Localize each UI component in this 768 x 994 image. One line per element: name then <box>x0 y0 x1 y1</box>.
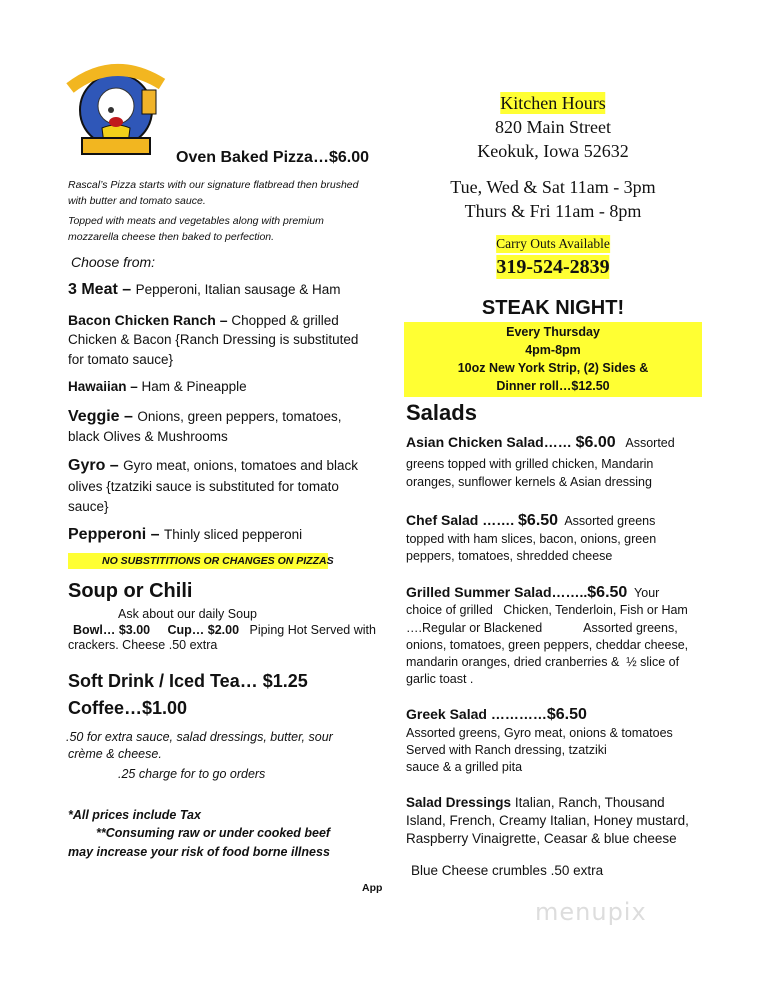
item-desc: choice of grilled Chicken, Tenderloin, Fish or Ham <box>406 603 688 617</box>
item-desc: oranges, sunflower kernels & Asian dressing <box>406 475 652 489</box>
kitchen-hours-heading: Kitchen Hours <box>500 93 606 113</box>
item-name: Pepperoni – <box>68 526 165 543</box>
app-label: App <box>362 882 383 894</box>
dressings-list: Italian, Ranch, Thousand <box>514 795 665 810</box>
pizza-desc: Topped with meats and vegetables along with premium <box>68 215 324 227</box>
item-desc: sauce} <box>68 499 109 514</box>
dressings-list: Island, French, Creamy Italian, Honey mustard, <box>406 813 689 828</box>
item-name: Hawaiian – <box>68 379 142 394</box>
item-desc: greens topped with grilled chicken, Mandarin <box>406 457 654 471</box>
item-price: $6.50 <box>587 584 628 601</box>
item-desc: Onions, green peppers, tomatoes, <box>137 409 342 424</box>
steak-line: 10oz New York Strip, (2) Sides & <box>457 361 649 375</box>
item-desc: Your <box>627 586 660 600</box>
item-desc: Chicken & Bacon {Ranch Dressing is substituted <box>68 332 359 347</box>
item-desc: peppers, tomatoes, shredded cheese <box>406 549 613 563</box>
item-price: $6.50 <box>546 706 587 723</box>
item-desc: onions, tomatoes, green peppers, cheddar cheese, <box>406 638 689 652</box>
item-name: Greek Salad ………… <box>406 706 547 722</box>
soup-title: Soup or Chili <box>68 580 193 602</box>
salad-item-grilled-summer <box>406 582 659 603</box>
item-desc: ….Regular or Blackened Assorted greens, <box>406 621 678 635</box>
item-desc: mandarin oranges, dried cranberries & ½ slice of <box>406 655 680 669</box>
address-line: Keokuk, Iowa 52632 <box>477 141 629 161</box>
pizza-item-3-meat <box>68 281 340 299</box>
coffee-price: Coffee…$1.00 <box>68 698 188 718</box>
pizza-notice: NO SUBSTITITIONS OR CHANGES ON PIZZAS <box>102 555 334 567</box>
item-desc: topped with ham slices, bacon, onions, green <box>406 532 657 546</box>
item-desc: olives {tzatziki sauce is substituted for tomato <box>68 479 339 494</box>
food-warning: **Consuming raw or under cooked beef <box>96 826 331 840</box>
item-desc: Served with Ranch dressing, tzatziki <box>406 743 607 757</box>
soup-desc: Piping Hot Served with <box>249 623 376 637</box>
item-name: Grilled Summer Salad…….. <box>406 584 588 600</box>
item-name: 3 Meat – <box>68 281 136 298</box>
item-price: $6.50 <box>518 512 559 529</box>
item-name: Gyro – <box>68 457 124 474</box>
item-desc: Gyro meat, onions, tomatoes and black <box>123 458 359 473</box>
phone-number[interactable]: 319-524-2839 <box>496 256 610 278</box>
hours-line: Tue, Wed & Sat 11am - 3pm <box>450 177 656 197</box>
choose-from-label: Choose from: <box>71 254 156 270</box>
address-line: 820 Main Street <box>495 117 611 137</box>
soup-ask: Ask about our daily Soup <box>118 607 257 621</box>
item-desc: Assorted greens <box>558 514 656 528</box>
steak-night-title: STEAK NIGHT! <box>481 297 625 319</box>
item-price: $6.00 <box>575 434 616 451</box>
pizza-item-bacon-chicken-ranch <box>68 311 339 330</box>
extras-note: crème & cheese. <box>68 747 162 761</box>
salad-item-asian-chicken <box>406 432 675 453</box>
salads-title: Salads <box>406 400 477 425</box>
item-name: Chef Salad ……. <box>406 512 519 528</box>
steak-line: Dinner roll…$12.50 <box>496 379 610 393</box>
item-desc: garlic toast . <box>406 672 474 686</box>
tax-note: *All prices include Tax <box>68 808 201 822</box>
soup-bowl-price: Bowl… $3.00 <box>73 623 151 637</box>
carry-outs: Carry Outs Available <box>496 236 610 251</box>
extras-note: .50 for extra sauce, salad dressings, butter, sour <box>66 730 333 744</box>
item-desc: Assorted greens, Gyro meat, onions & tomatoes <box>406 726 673 740</box>
pizza-desc: Rascal’s Pizza starts with our signature flatbread then brushed <box>68 179 359 191</box>
pizza-item-hawaiian <box>68 378 247 396</box>
pizza-desc: mozzarella cheese then baked to perfection. <box>68 231 275 243</box>
rascals-logo <box>64 58 168 162</box>
item-desc: sauce & a grilled pita <box>406 760 523 774</box>
pizza-item-gyro <box>68 457 358 475</box>
item-desc: Assorted <box>615 436 675 450</box>
soup-cup-price: Cup… $2.00 <box>167 623 240 637</box>
item-desc: Chopped & grilled <box>231 313 339 328</box>
food-warning: may increase your risk of food borne illness <box>68 845 330 859</box>
item-desc: Pepperoni, Italian sausage & Ham <box>135 282 341 297</box>
menupix-watermark: menupix <box>535 898 647 926</box>
item-name: Veggie – <box>68 408 138 425</box>
dressings-label: Salad Dressings <box>406 795 512 810</box>
to-go-charge: .25 charge for to go orders <box>118 767 266 781</box>
item-desc: Thinly sliced pepperoni <box>164 527 303 542</box>
item-desc: Ham & Pineapple <box>141 379 247 394</box>
soft-drink-price: Soft Drink / Iced Tea… $1.25 <box>68 671 308 691</box>
pizza-item-pepperoni <box>68 526 302 544</box>
item-desc: black Olives & Mushrooms <box>68 429 228 444</box>
salad-dressings <box>406 794 665 812</box>
hours-line: Thurs & Fri 11am - 8pm <box>464 201 642 221</box>
item-name: Asian Chicken Salad…… <box>406 434 576 450</box>
dressings-list: Raspberry Vinaigrette, Ceasar & blue cheese <box>406 831 677 846</box>
soup-desc: crackers. Cheese .50 extra <box>68 638 218 652</box>
steak-line: Every Thursday <box>506 325 600 339</box>
salad-item-greek <box>406 704 587 725</box>
salad-item-chef <box>406 510 655 531</box>
pizza-item-veggie <box>68 408 342 426</box>
steak-line: 4pm-8pm <box>525 343 581 357</box>
pizza-title: Oven Baked Pizza…$6.00 <box>176 149 369 166</box>
pizza-desc: with butter and tomato sauce. <box>68 195 206 207</box>
blue-cheese-crumbles: Blue Cheese crumbles .50 extra <box>411 863 604 878</box>
item-name: Bacon Chicken Ranch – <box>68 312 232 328</box>
item-desc: for tomato sauce} <box>68 352 174 367</box>
